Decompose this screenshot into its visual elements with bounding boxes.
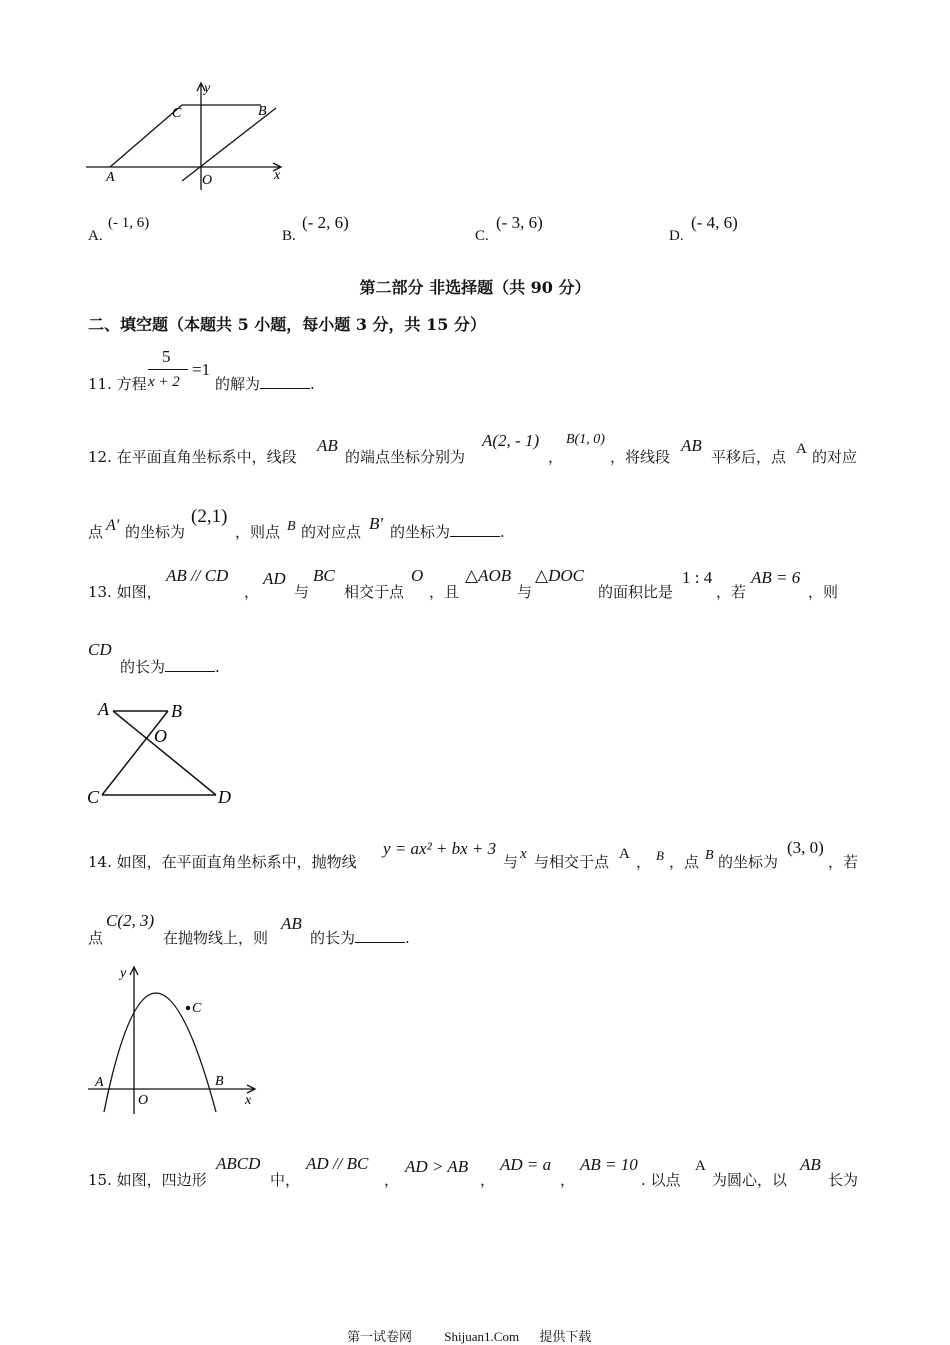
option-b[interactable] (282, 228, 296, 245)
figure-triangles (82, 695, 252, 810)
q13-mid2: ，且 (429, 583, 460, 601)
q14-coord: (3, 0) (787, 838, 824, 857)
section-title: 二、填空题（本题共 5 小题，每小题 3 分，共 15 分） (88, 315, 486, 334)
q13-o: O (411, 566, 424, 585)
q13-mid4: ，若 (716, 583, 747, 601)
q11-numerator: 5 (162, 347, 171, 366)
q12-line2-mid3: 的对应点 (301, 523, 362, 541)
option-b-value: (- 2, 6) (302, 213, 349, 232)
q15-a-sym: A (695, 1158, 706, 1174)
origin-label: O (138, 1093, 149, 1108)
q15-comma2: ， (480, 1171, 496, 1189)
q15-ab: AB (800, 1155, 821, 1174)
option-a-value: (- 1, 6) (108, 215, 150, 231)
option-d[interactable] (669, 228, 684, 245)
q12-end: . (500, 523, 505, 541)
q12-comma1: ， (548, 448, 564, 466)
q15-inequality: AD > AB (405, 1157, 469, 1176)
q14-comma1: ， (636, 853, 652, 871)
q14-point-c: C(2, 3) (106, 911, 155, 930)
q13-mid1: 相交于点 (344, 583, 405, 601)
q12-a-prime: A′ (106, 517, 120, 534)
q12-answer-blank[interactable] (450, 522, 500, 537)
q12-line2-mid2: ，则点 (235, 523, 281, 541)
q14-x: x (520, 846, 527, 862)
q13-ratio: 1 : 4 (682, 568, 713, 587)
axis-x-label: x (274, 168, 281, 183)
point-a-label: A (106, 170, 115, 185)
q14-ab: AB (281, 914, 302, 933)
origin-label: O (202, 173, 213, 188)
point-b-label: B (171, 701, 182, 721)
q12-line2-prefix: 点 (88, 523, 104, 541)
q14-line2-prefix: 点 (88, 929, 104, 947)
option-a-label: A. (88, 228, 103, 244)
q13-line2-text: 的长为 (120, 658, 166, 676)
q15-zhong: 中， (270, 1171, 301, 1189)
axis-x-label: x (245, 1093, 252, 1108)
q13-answer-blank[interactable] (165, 657, 215, 672)
q13-cd: CD (88, 640, 112, 659)
q14-line2-mid: 在抛物线上，则 (163, 929, 269, 947)
footer-site-cn: 第一试卷网 (347, 1330, 413, 1345)
q13-prefix: 13. 如图， (88, 583, 162, 601)
q12-mid3: 平移后，点 (711, 448, 787, 466)
q11-prefix: 11. 方程 (88, 375, 147, 393)
q13-bc: BC (313, 566, 335, 585)
q13-ad: AD (263, 569, 286, 588)
q12-point-a: A(2, - 1) (482, 431, 540, 450)
q14-line2-end-text: 的长为 (310, 929, 356, 947)
q12-line2-end (390, 521, 505, 542)
q13-line2 (120, 656, 220, 677)
q15-ab-10: AB = 10 (580, 1155, 638, 1174)
q12-b-sym: B (287, 519, 296, 534)
q13-yu1: 与 (294, 583, 310, 601)
q15-mid: . 以点 (641, 1171, 681, 1189)
q15-abcd: ABCD (216, 1154, 261, 1173)
q14-mid3: 的坐标为 (718, 853, 779, 871)
q13-tri2: △DOC (535, 566, 584, 585)
point-a-label: A (98, 699, 109, 719)
figure-parabola (82, 962, 267, 1122)
option-b-label: B. (282, 228, 296, 244)
option-c-value: (- 3, 6) (496, 213, 543, 232)
q11-denominator: x + 2 (148, 374, 180, 390)
q14-line2-end (310, 927, 410, 948)
option-d-label: D. (669, 228, 684, 244)
point-c-dot (186, 1006, 190, 1010)
q11-fraction-bar (148, 369, 188, 370)
q11-equals: =1 (192, 360, 211, 379)
point-o-label: O (154, 726, 167, 746)
axis-y-label: y (204, 81, 211, 96)
q15-ad-a: AD = a (500, 1155, 552, 1174)
q15-parallel: AD // BC (306, 1154, 369, 1173)
q12-ab-1: AB (317, 436, 338, 455)
q11-suffix-text: 的解为 (215, 375, 261, 393)
figure-parallelogram (80, 78, 300, 193)
point-c-label: C (192, 1001, 202, 1016)
q12-a-sym: A (796, 441, 807, 457)
q11-suffix (215, 373, 315, 394)
q12-line1-end: 的对应 (812, 448, 858, 466)
q14-mid1: 与相交于点 (534, 853, 610, 871)
point-b-label: B (258, 104, 267, 119)
footer-action: 提供下载 (539, 1330, 592, 1345)
q14-equation: y = ax² + bx + 3 (383, 839, 497, 858)
q13-end: . (215, 658, 220, 676)
part-title: 第二部分 非选择题（共 90 分） (359, 278, 591, 297)
q12-point-b: B(1, 0) (566, 432, 605, 447)
axis-y-label: y (120, 966, 127, 981)
q14-end1: ，若 (828, 853, 859, 871)
option-d-value: (- 4, 6) (691, 213, 738, 232)
option-a[interactable] (88, 228, 103, 245)
q15-mid2: 为圆心，以 (712, 1171, 788, 1189)
point-b-label: B (215, 1074, 224, 1089)
footer (347, 1326, 591, 1345)
option-c[interactable] (475, 228, 489, 245)
q13-end1: ，则 (808, 583, 839, 601)
option-c-label: C. (475, 228, 489, 244)
q15-comma1: ， (384, 1171, 400, 1189)
q14-answer-blank[interactable] (355, 928, 405, 943)
q14-mid2: ，点 (669, 853, 700, 871)
point-a-label: A (95, 1075, 104, 1090)
q12-mid1: 的端点坐标分别为 (345, 448, 466, 466)
q13-mid3: 的面积比是 (598, 583, 674, 601)
q12-line2-mid1: 的坐标为 (125, 523, 186, 541)
q14-a-sym: A (619, 846, 630, 862)
q12-line2-end-text: 的坐标为 (390, 523, 451, 541)
q14-end: . (405, 929, 410, 947)
q11-answer-blank[interactable] (260, 374, 310, 389)
q12-b-prime: B′ (369, 514, 384, 533)
q11-end: . (310, 375, 315, 393)
q13-yu2: 与 (517, 583, 533, 601)
q14-prefix: 14. 如图，在平面直角坐标系中，抛物线 (88, 853, 357, 871)
q12-line1-prefix: 12. 在平面直角坐标系中，线段 (88, 448, 297, 466)
q13-parallel: AB // CD (166, 566, 229, 585)
q13-comma1: ， (244, 583, 260, 601)
q12-ab-2: AB (681, 436, 702, 455)
point-c-label: C (87, 787, 100, 807)
q12-mid2: ，将线段 (610, 448, 671, 466)
q15-end: 长为 (828, 1171, 859, 1189)
q15-comma3: ， (560, 1171, 576, 1189)
q13-tri1: △AOB (465, 566, 512, 585)
q13-ab-eq: AB = 6 (751, 568, 801, 587)
point-d-label: D (218, 787, 231, 807)
q14-b-sym-2: B (705, 848, 714, 863)
q15-prefix: 15. 如图，四边形 (88, 1171, 207, 1189)
q12-coord: (2,1) (191, 506, 228, 527)
q14-yu: 与 (503, 853, 519, 871)
footer-site-en[interactable]: Shijuan1.Com (444, 1329, 520, 1344)
q14-b-sym: B (656, 848, 664, 863)
point-c-label: C (172, 106, 182, 121)
